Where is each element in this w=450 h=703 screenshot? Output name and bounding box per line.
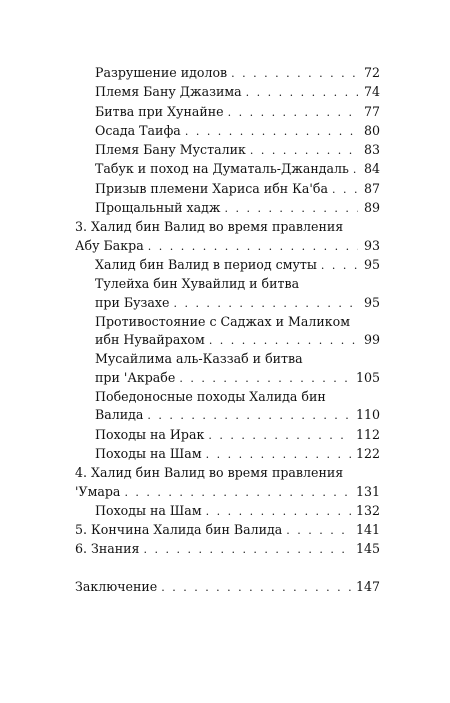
toc-entry-title: Битва при Хунайне [95, 103, 224, 119]
toc-entry-line: Противостояние с Саджах и Маликом [95, 313, 351, 329]
toc-entry [75, 540, 380, 559]
toc-entry-page: 141 [355, 522, 380, 538]
toc-entry-title: Призыв племени Хариса ибн Ка'ба [95, 180, 328, 196]
toc-entry [75, 103, 380, 122]
toc-entry-title: 5. Кончина Халида бин Валида [75, 522, 283, 538]
toc-entry-page: 77 [363, 103, 380, 119]
toc-entry-page: 72 [363, 65, 380, 80]
toc-entry [75, 141, 380, 160]
toc-entry-title: 'Умара [75, 483, 121, 499]
dot-leader [179, 370, 352, 388]
toc-entry-page: 84 [363, 161, 380, 177]
toc-entry-page: 80 [363, 122, 380, 138]
toc-entry [75, 64, 380, 83]
toc-entry-title: Осада Таифа [95, 122, 181, 138]
spacer [75, 560, 380, 578]
dot-leader [209, 332, 358, 350]
toc-entry-title: Походы на Шам [95, 445, 202, 461]
table-of-contents [75, 64, 380, 597]
toc-entry-title: Походы на Ирак [95, 426, 205, 442]
toc-entry [75, 294, 380, 313]
dot-leader [246, 84, 358, 102]
dot-leader [231, 65, 358, 83]
toc-entry-line: Победоносные походы Халида бин [95, 389, 326, 405]
toc-entry [75, 406, 380, 425]
toc-entry [75, 160, 380, 179]
dot-leader [173, 295, 358, 313]
toc-entry-page: 112 [355, 426, 380, 442]
toc-entry [75, 502, 380, 521]
toc-entry-line: 3. Халид бин Валид во время правления [75, 219, 344, 235]
toc-entry [75, 426, 380, 445]
toc-entry-page: 147 [355, 578, 380, 594]
toc-entry-page: 95 [363, 256, 380, 272]
toc-entry-page: 122 [355, 445, 380, 461]
toc-entry-page: 132 [355, 502, 380, 518]
toc-entry-page: 74 [363, 84, 380, 100]
toc-entry [75, 237, 380, 256]
dot-leader [206, 503, 352, 521]
toc-entry-page: 87 [363, 180, 380, 196]
toc-entry-title: Валида [95, 407, 144, 423]
dot-leader [353, 161, 358, 179]
toc-entry-page: 110 [355, 407, 380, 423]
toc-entry-page: 95 [363, 294, 380, 310]
toc-entry-line: 4. Халид бин Валид во время правления [75, 465, 344, 481]
toc-entry [75, 83, 380, 102]
toc-entry [75, 180, 380, 199]
toc-entry-page: 145 [355, 541, 380, 557]
toc-entry-title: 6. Знания [75, 541, 140, 557]
toc-entry-title: Разрушение идолов [95, 65, 228, 80]
dot-leader [124, 484, 352, 502]
toc-entry [75, 445, 380, 464]
dot-leader [332, 181, 358, 199]
dot-leader [228, 104, 358, 122]
toc-entry-title: Халид бин Валид в период смуты [95, 256, 317, 272]
dot-leader [161, 579, 352, 597]
toc-entry-page: 93 [363, 237, 380, 253]
dot-leader [250, 142, 358, 160]
toc-entry-title: ибн Нувайрахом [95, 332, 205, 348]
dot-leader [147, 407, 352, 425]
toc-entry-page: 105 [355, 369, 380, 385]
toc-entry-line: Тулейха бин Хувайлид и битва [95, 276, 300, 292]
toc-entry-title: Племя Бану Мусталик [95, 142, 246, 158]
toc-entry [75, 483, 380, 502]
dot-leader [206, 446, 352, 464]
toc-entry-page: 131 [355, 483, 380, 499]
dot-leader [321, 257, 358, 275]
toc-entry-title: Табук и поход на Думаталь-Джандаль [95, 161, 349, 177]
dot-leader [148, 238, 358, 256]
toc-entry [75, 199, 380, 218]
toc-entry [75, 578, 380, 597]
toc-entry [75, 122, 380, 141]
toc-entry [75, 331, 380, 350]
toc-entry-title: Заключение [75, 578, 158, 594]
toc-entry-page: 83 [363, 142, 380, 158]
dot-leader [208, 427, 352, 445]
toc-entry-title: Походы на Шам [95, 502, 202, 518]
toc-entry [75, 521, 380, 540]
toc-entry-page: 89 [363, 200, 380, 216]
toc-entry-line: Мусайлима аль-Каззаб и битва [95, 351, 303, 367]
dot-leader [224, 200, 358, 218]
dot-leader [286, 522, 352, 540]
toc-entry-title: при 'Акрабе [95, 369, 176, 385]
toc-entry [75, 369, 380, 388]
dot-leader [144, 541, 352, 559]
dot-leader [185, 123, 358, 141]
toc-entry-page: 99 [363, 332, 380, 348]
toc-entry-title: Племя Бану Джазима [95, 84, 242, 100]
toc-entry-title: Абу Бакра [75, 237, 144, 253]
toc-entry [75, 256, 380, 275]
toc-entry-title: при Бузахе [95, 294, 170, 310]
toc-entry-title: Прощальный хадж [95, 200, 221, 216]
